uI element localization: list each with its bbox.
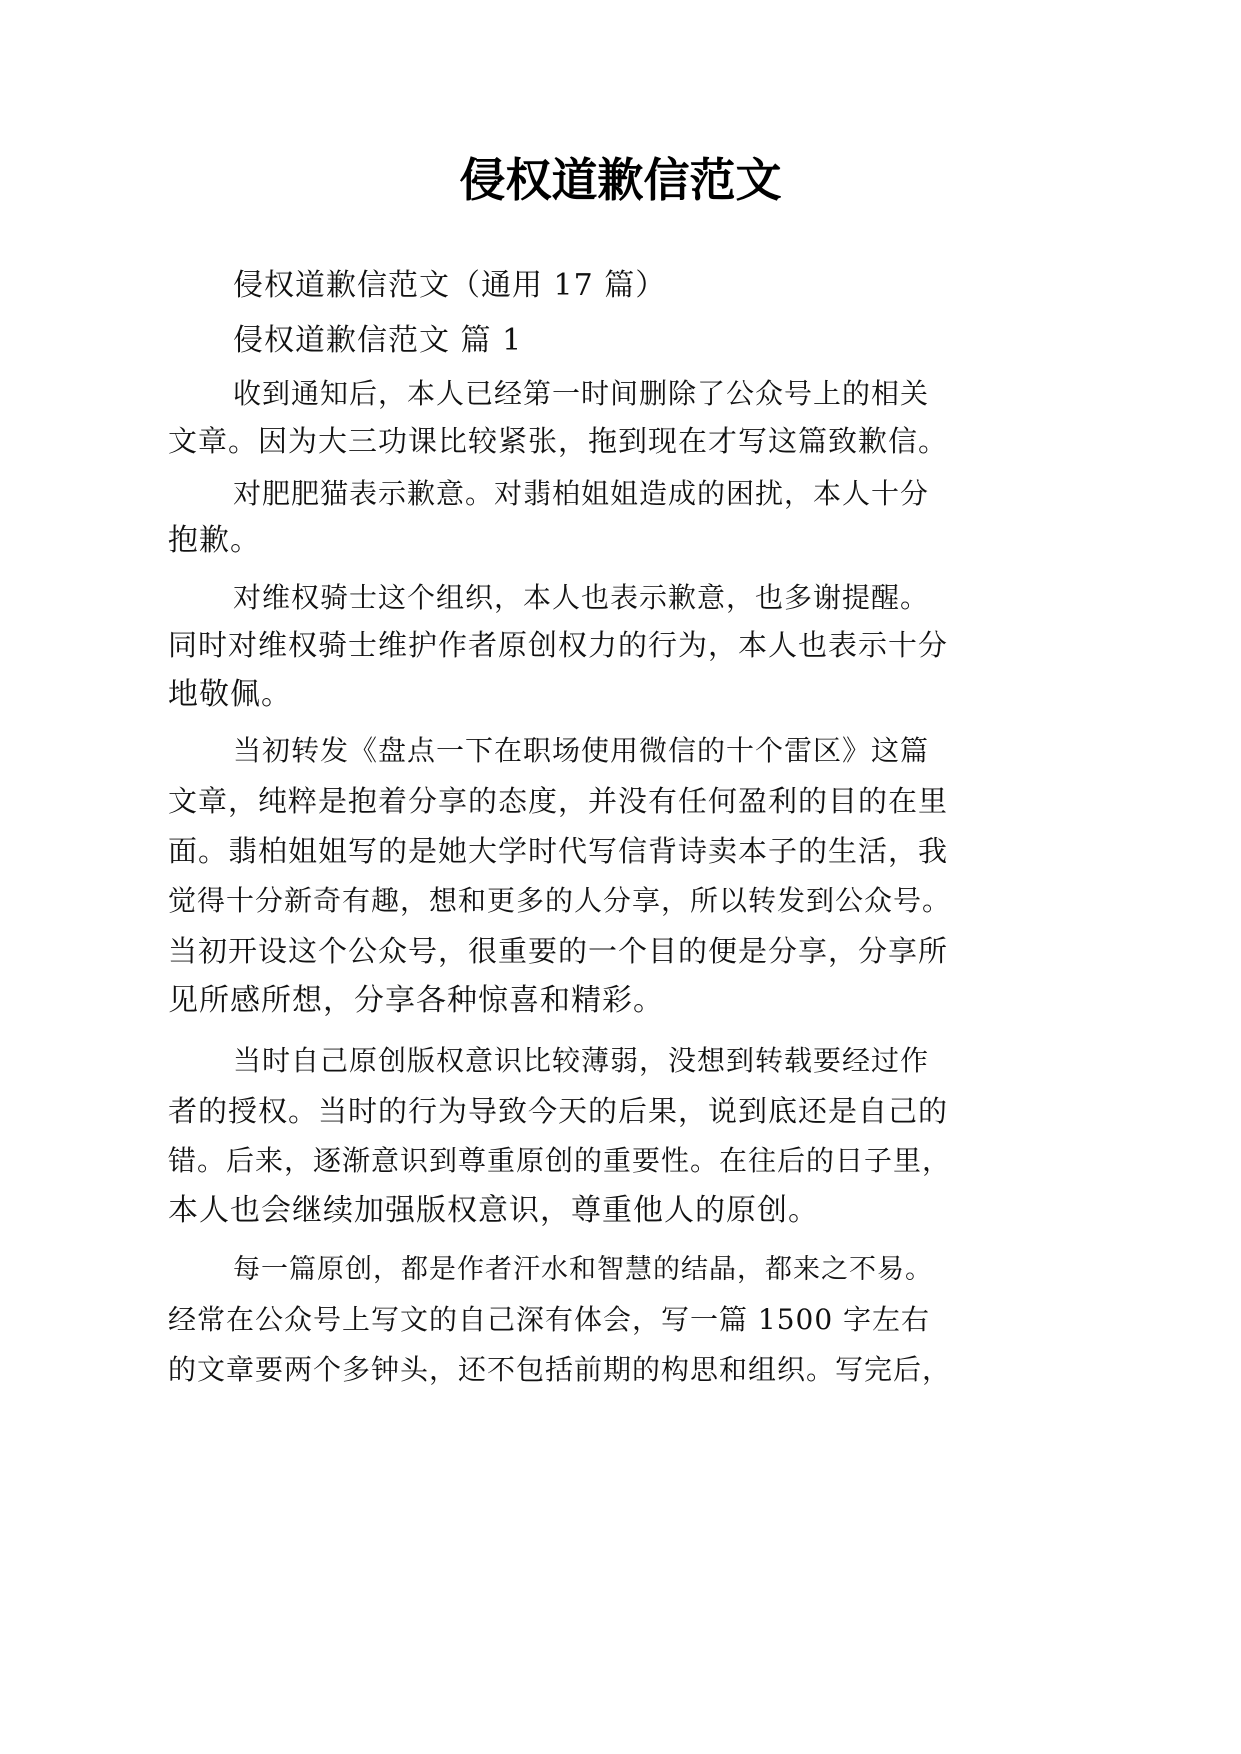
section-heading: 侵权道歉信范文 篇 1 [233,323,523,358]
document-title: 侵权道歉信范文 [459,153,782,207]
body-line: 同时对维权骑士维护作者原创权力的行为，本人也表示十分 [168,628,949,662]
body-line: 收到通知后，本人已经第一时间删除了公众号上的相关 [233,377,930,410]
body-line: 见所感所想，分享各种惊喜和精彩。 [168,983,664,1018]
body-line: 对肥肥猫表示歉意。对翡柏姐姐造成的困扰，本人十分 [233,477,930,510]
body-line: 对维权骑士这个组织，本人也表示歉意，也多谢提醒。 [233,581,930,614]
body-line: 当初开设这个公众号，很重要的一个目的便是分享，分享所 [168,934,949,968]
body-line: 当初转发《盘点一下在职场使用微信的十个雷区》这篇 [233,734,930,767]
body-line: 地敬佩。 [168,677,292,712]
subtitle-line: 侵权道歉信范文（通用 17 篇） [233,268,667,303]
body-line: 当时自己原创版权意识比较薄弱，没想到转载要经过作 [233,1044,930,1077]
body-line: 文章，纯粹是抱着分享的态度，并没有任何盈利的目的在里 [168,784,949,818]
body-line: 者的授权。当时的行为导致今天的后果，说到底还是自己的 [168,1094,949,1128]
body-line: 错。后来，逐渐意识到尊重原创的重要性。在往后的日子里， [168,1144,952,1177]
body-line: 文章。因为大三功课比较紧张，拖到现在才写这篇致歉信。 [168,424,949,458]
body-line: 觉得十分新奇有趣，想和更多的人分享，所以转发到公众号。 [168,884,952,917]
body-line: 本人也会继续加强版权意识，尊重他人的原创。 [168,1193,819,1228]
body-line: 抱歉。 [168,523,261,558]
body-line: 经常在公众号上写文的自己深有体会，写一篇 1500 字左右 [168,1303,931,1336]
body-line: 面。翡柏姐姐写的是她大学时代写信背诗卖本子的生活，我 [168,834,949,868]
body-line: 每一篇原创，都是作者汗水和智慧的结晶，都来之不易。 [233,1254,933,1285]
body-line: 的文章要两个多钟头，还不包括前期的构思和组织。写完后， [168,1353,952,1386]
